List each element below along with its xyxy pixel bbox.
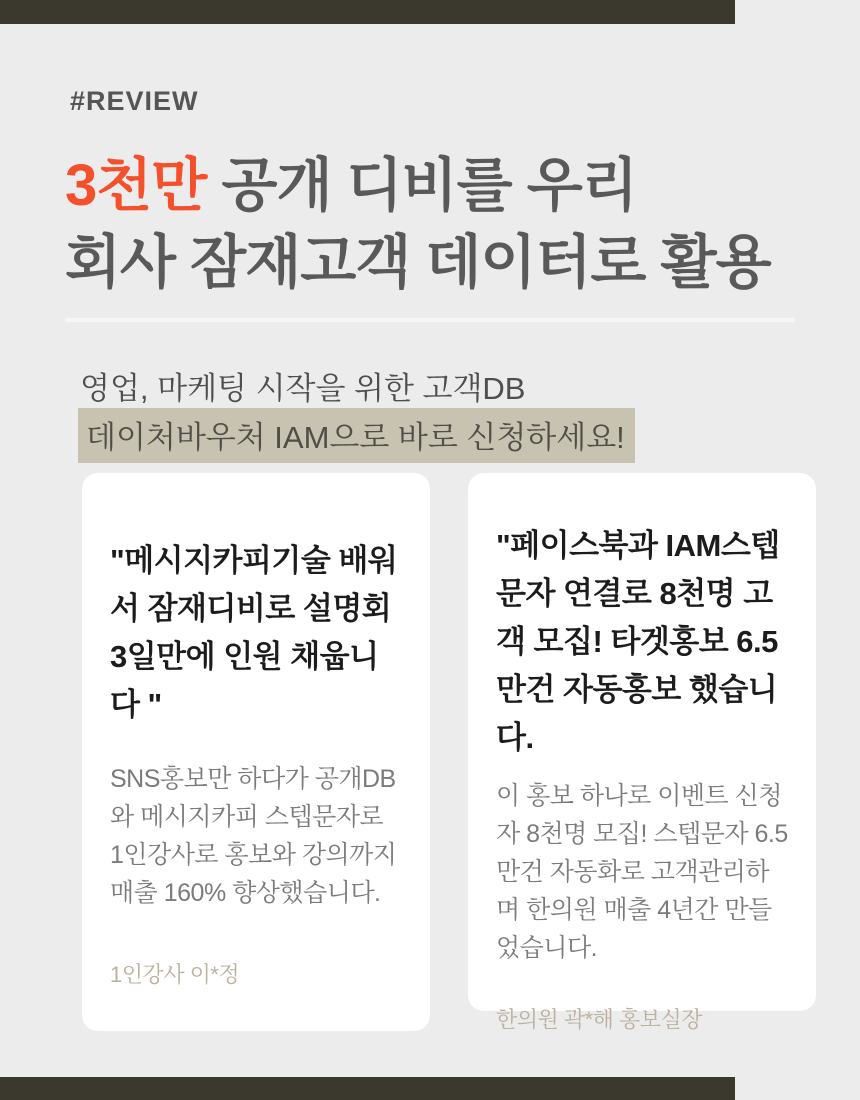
review-author: 1인강사 이*정 [110, 962, 240, 987]
page-title-line1-rest: 공개 디비를 우리 [206, 153, 637, 218]
review-hashtag: #REVIEW [70, 86, 199, 116]
review-body: 이 홍보 하나로 이벤트 신청자 8천명 모집! 스텝문자 6.5만건 자동화로 고객관리하며 한의원 매출 4년간 만들었습니다. [496, 782, 788, 962]
review-quote: "페이스북과 IAM스텝 문자 연결로 8천명 고객 모집! 타겟홍보 6.5만건 자동홍보 했습니다. [496, 528, 780, 755]
review-quote: "메시지카피기술 배워서 잠재디비로 설명회 3일만에 인원 채웁니다 " [110, 543, 398, 722]
page-title [65, 147, 835, 301]
subtitle-line1: 영업, 마케팅 시작을 위한 고객DB [80, 371, 526, 406]
page-title-accent: 3천만 [65, 153, 207, 218]
review-card-1 [82, 473, 430, 1031]
page-title-line2: 회사 잠재고객 데이터로 활용 [65, 230, 771, 295]
review-card-2 [468, 473, 816, 1032]
bottom-peek-bar [0, 1077, 735, 1100]
review-cards-row [82, 473, 816, 1031]
title-divider [65, 318, 795, 322]
review-body: SNS홍보만 하다가 공개DB와 메시지카피 스텝문자로 1인강사로 홍보와 강의까지 매출 160% 향상했습니다. [110, 765, 397, 907]
subtitle-highlighted-line: 데이처바우처 IAM으로 바로 신청하세요! [78, 408, 635, 463]
review-author: 한의원 곽*해 홍보실장 [496, 1007, 703, 1032]
top-peek-bar [0, 0, 735, 24]
